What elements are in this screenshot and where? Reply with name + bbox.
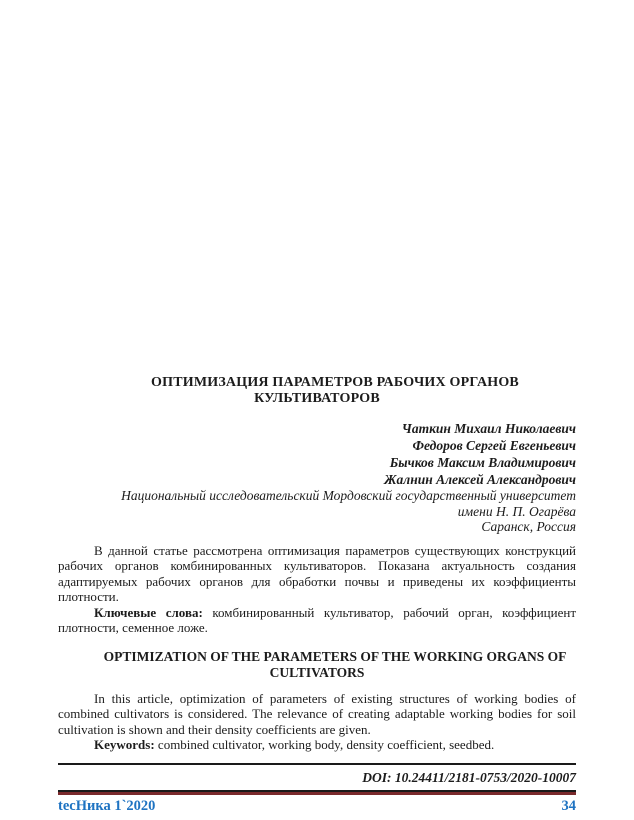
author-name: Федоров Сергей Евгеньевич (412, 438, 576, 453)
affiliation-line: имени Н. П. Огарёва (457, 503, 576, 519)
author-name: Бычков Максим Владимирович (389, 455, 576, 470)
footer-double-rule (58, 790, 576, 795)
affiliation-line: Саранск, Россия (481, 519, 576, 534)
keywords-en-text: combined cultivator, working body, density coefficient, seedbed. (154, 737, 495, 752)
article-title-ru: ОПТИМИЗАЦИЯ ПАРАМЕТРОВ РАБОЧИХ ОРГАНОВ КУЛЬТИВАТОРОВ (151, 375, 519, 406)
abstract-en: In this article, optimization of parameters of existing structures of working bodies of combined cultivators is considered. The relevance of creating adaptable working bodies for soil cultivation is shown and their density coefficients are given. (58, 690, 576, 737)
divider-rule (58, 763, 576, 765)
page-number: 34 (561, 797, 576, 814)
keywords-ru-text: комбинированный культиватор, рабочий орган, коэффициент плотности, семенное ложе. (58, 604, 576, 635)
keywords-ru-label: Ключевые слова: (94, 604, 203, 620)
article-content-column (58, 0, 576, 815)
authors-block (58, 420, 576, 488)
abstract-ru: В данной статье рассмотрена оптимизация параметров существующих конструкций рабочих органов комбинированных культиваторов. Показана актуальность создания адаптируемых рабочих органов для обработки почвы и приведены их коэффициенты плотности. (58, 542, 576, 604)
author-name: Жалнин Алексей Александрович (384, 472, 576, 487)
keywords-en-label: Keywords: (94, 737, 155, 752)
page-footer (58, 798, 576, 815)
doi-text: DOI: 10.24411/2181-0753/2020-10007 (362, 769, 576, 785)
keywords-en (58, 737, 576, 753)
footer-rule-maroon (58, 792, 576, 795)
keywords-ru (58, 605, 576, 636)
author-name: Чаткин Михаил Николаевич (401, 421, 576, 436)
journal-issue-label: tecНика 1`2020 (58, 797, 156, 814)
affiliation-block (58, 488, 576, 535)
affiliation-line: Национальный исследовательский Мордовский государственный университет (121, 488, 576, 503)
article-title-en: OPTIMIZATION OF THE PARAMETERS OF THE WORKING ORGANS OF CULTIVATORS (103, 648, 567, 680)
